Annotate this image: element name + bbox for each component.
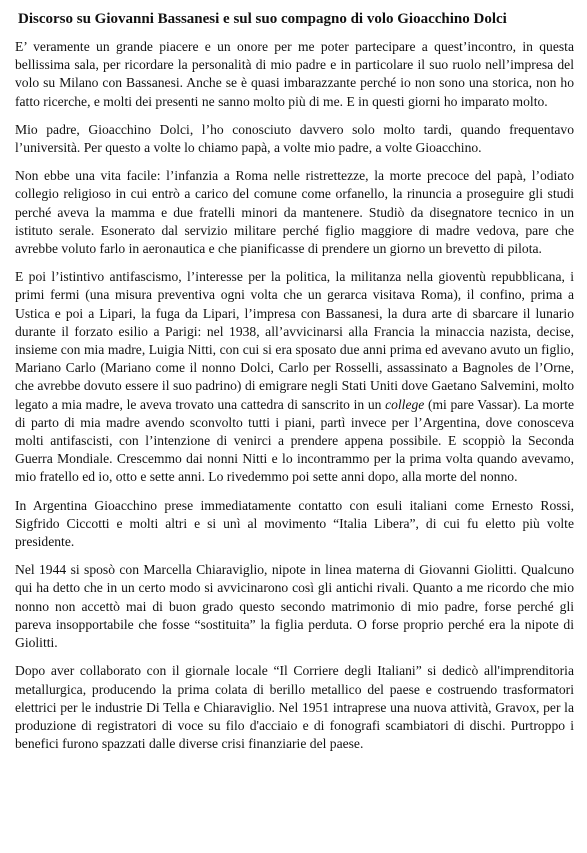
paragraph-antifascism — [15, 268, 574, 486]
paragraph-antifascism-text-before: E poi l’istintivo antifascismo, l’interesse per la politica, la militanza nella gioventù repubblicana, i primi fermi (una misura preventiva ogni volta che un gerarca visitava Roma), il confino, prima a Ustica e poi a Lipari, la fuga da Lipari, l’impresa con Bassanesi, la dura arte di sbarcare il lunario durante il forzato esilio a Parigi: nel 1938, all’avvicinarsi alla Francia la minaccia nazista, decise, insieme con mia madre, Luigia Nitti, con cui si era sposato due anni prima ed avevano avuto un figlio, Mariano Carlo (Mariano come il nonno Dolci, Carlo per Rosselli, assassinato a Bagnoles de l’Orne, che avrebbe dovuto essere il suo padrino) di emigrare negli Stati Uniti dove Gaetano Salvemini, molto legato a mia madre, le aveva trovato una cattedra di sanscrito in un — [15, 269, 574, 412]
document-title: Discorso su Giovanni Bassanesi e sul suo compagno di volo Gioacchino Dolci — [18, 11, 507, 27]
paragraph-childhood: Non ebbe una vita facile: l’infanzia a Roma nelle ristrettezze, la morte precoce del papà, l’odiato collegio religioso in cui entrò a carico del comune come orfanello, la rinuncia a proseguire gli studi perché aveva la mamma e due fratelli minori da mantenere. Studiò da disegnatore tecnico in un istituto serale. Esonerato dal servizio militare perché figlio maggiore di madre vedova, pare che avrebbe voluto farlo in aeronautica e che pianificasse di prendere un giorno un brevetto di pilota. — [15, 168, 574, 257]
paragraph-marriage: Nel 1944 si sposò con Marcella Chiaraviglio, nipote in linea materna di Giovanni Giolitti. Qualcuno qui ha detto che in un certo modo si avvicinarono così gli antichi rivali. Quanto a me ricordo che mio nonno non accettò mai di buon grado questo secondo matrimonio di mio padre, forse perché gli pareva insopportabile che fosse “sostituita” la figlia perduta. O forse proprio perché era la nipote di Giolitti. — [15, 562, 574, 651]
paragraph-intro: E’ veramente un grande piacere e un onore per me poter partecipare a quest’incontro, in questa bellissima sala, per ricordare la personalità di mio padre e in particolare il suo ruolo nell’impresa del volo su Milano con Bassanesi. Anche se è quasi imbarazzante perché io non sono una storica, non ho fatto ricerche, e molti dei presenti ne sanno molto più di me. E in questi giorni ho imparato molto. — [15, 39, 574, 109]
paragraph-antifascism-italic-word: college — [385, 396, 425, 412]
paragraph-father: Mio padre, Gioacchino Dolci, l’ho conosciuto davvero solo molto tardi, quando frequentavo l’università. Per questo a volte lo chiamo papà, a volte mio padre, a volte Gioacchino. — [15, 121, 574, 156]
paragraph-antifascism-text-after: (mi pare Vassar). La morte di parto di mia madre avendo sconvolto tutti i piani, partì invece per l’Argentina, dove conosceva molti antifascisti, con l’intenzione di venirci a prendere appena possibile. E scoppiò la Seconda Guerra Mondiale. Crescemmo dai nonni Nitti e lo incontrammo per la prima volta quando avevamo, mio fratello ed io, otto e sette anni. Lo rivedemmo poi sette anni dopo, alla morte del nonno. — [15, 396, 575, 485]
paragraph-business: Dopo aver collaborato con il giornale locale “Il Corriere degli Italiani” si dedicò all'imprenditoria metallurgica, producendo la prima colata di berillo metallico del paese e costruendo trasformatori elettrici per le industrie Di Tella e Chiaraviglio. Nel 1951 intraprese una nuova attività, Gravox, per la produzione di registratori di voce su filo d'acciaio e di fonografi scambiatori di dischi. Purtroppo i benefici furono spazzati dalle diverse crisi finanziarie del paese. — [15, 663, 574, 752]
paragraph-argentina: In Argentina Gioacchino prese immediatamente contatto con esuli italiani come Ernesto Rossi, Sigfrido Ciccotti e molti altri e si unì al movimento “Italia Libera”, di cui fu eletto più volte presidente. — [15, 497, 574, 550]
